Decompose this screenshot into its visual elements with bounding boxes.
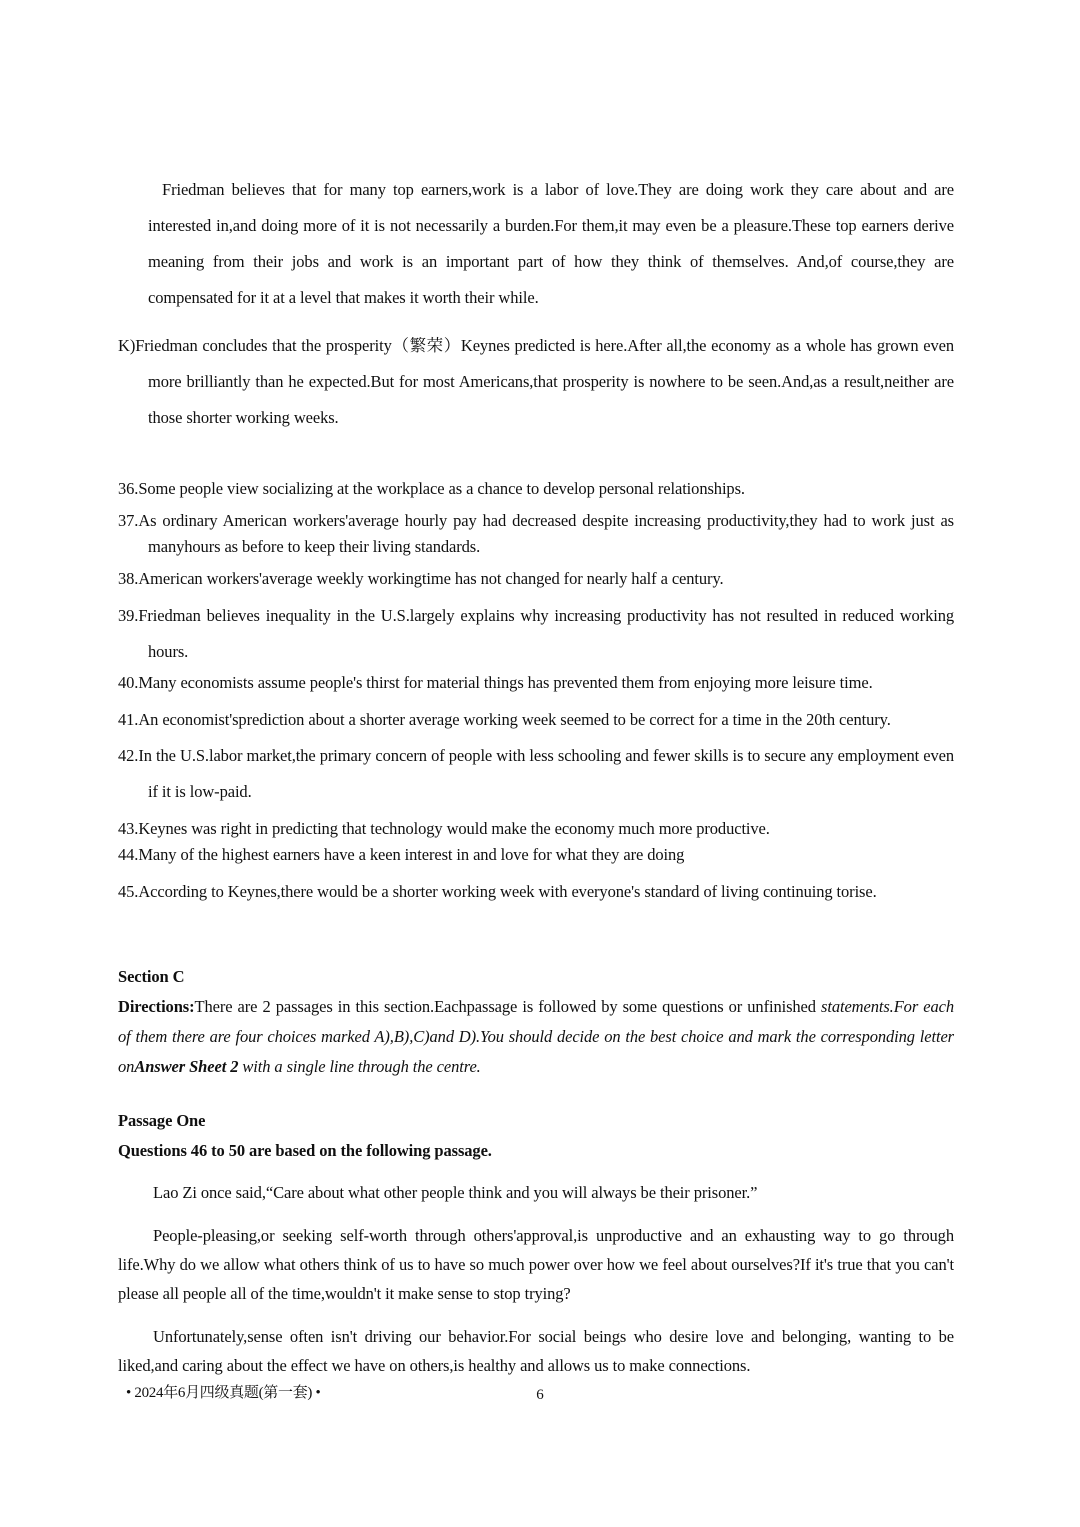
spacer <box>118 1166 954 1178</box>
list-item: 44.Many of the highest earners have a keen interest in and love for what they are doing <box>118 845 685 864</box>
list-item: 42.In the U.S.labor market,the primary concern of people with less schooling and fewer skills is to secure any employment even if it is low-paid. <box>118 746 954 801</box>
spacer <box>118 910 954 962</box>
footer-source-note: • 2024年6月四级真题(第一套) • <box>126 1385 321 1401</box>
passage-paragraph: Lao Zi once said,“Care about what other people think and you will always be their prisoner.” <box>153 1183 758 1202</box>
directions-label: Directions: <box>118 997 195 1016</box>
spacer <box>118 436 954 476</box>
spacer <box>118 1082 954 1106</box>
list-item: 41.An economist'sprediction about a shorter average working week seemed to be correct for a time in the 20th century. <box>118 710 891 729</box>
answer-sheet-reference: Answer Sheet 2 <box>134 1057 239 1076</box>
passage-continuation-paragraph: Friedman believes that for many top earners,work is a labor of love.They are doing work they care about and are interested in,and doing more of it is not necessarily a burden.For them,it may even be a pleasure.These top earners derive meaning from their jobs and work is an important part of how they think of themselves. And,of course,they are compensated for it at a level that makes it worth their while. <box>148 180 954 307</box>
directions-italic-text-2: with a single line through the centre. <box>238 1057 481 1076</box>
page-number: 6 <box>536 1387 544 1403</box>
spacer <box>118 316 954 328</box>
matching-statements-list <box>118 476 954 910</box>
section-c-heading: Section C <box>118 967 185 986</box>
section-c-directions <box>118 992 954 1082</box>
list-item: 40.Many economists assume people's thirst for material things has prevented them from enjoying more leisure time. <box>118 673 873 692</box>
list-item: 38.American workers'average weekly workingtime has not changed for nearly half a century. <box>118 569 724 588</box>
list-item: 36.Some people view socializing at the workplace as a chance to develop personal relationships. <box>118 479 745 498</box>
passage-one-questions-range: Questions 46 to 50 are based on the following passage. <box>118 1141 492 1160</box>
page-footer <box>0 1382 1080 1422</box>
list-item: 43.Keynes was right in predicting that technology would make the economy much more productive. <box>118 819 770 838</box>
passage-paragraph: Unfortunately,sense often isn't driving our behavior.For social beings who desire love and belonging, wanting to be liked,and caring about the effect we have on others,is healthy and allows us to make connections. <box>118 1327 954 1375</box>
list-item: 37.As ordinary American workers'average hourly pay had decreased despite increasing productivity,they had to work just as manyhours as before to keep their living standards. <box>118 511 954 556</box>
passage-one-heading: Passage One <box>118 1111 206 1130</box>
list-item: 45.According to Keynes,there would be a shorter working week with everyone's standard of living continuing torise. <box>118 882 877 901</box>
directions-italic-text-1: statements.For each of them there are four choices marked A),B),C)and D).You should decide on the best choice and mark the corresponding letter on <box>118 997 954 1076</box>
list-item: 39.Friedman believes inequality in the U.S.largely explains why increasing productivity has not resulted in reduced working hours. <box>118 606 954 661</box>
passage-paragraph: People-pleasing,or seeking self-worth through others'approval,is unproductive and an exhausting way to go through life.Why do we allow what others think of us to have so much power over how we feel about ourselves?If it's true that you can't please all people all of the time,wouldn't it make sense to stop trying? <box>118 1226 954 1303</box>
directions-plain-text: There are 2 passages in this section.Eachpassage is followed by some questions or unfinished <box>194 997 822 1016</box>
passage-paragraph-k: K)Friedman concludes that the prosperity（繁荣）Keynes predicted is here.After all,the economy as a whole has grown even more brilliantly than he expected.But for most Americans,that prosperity is nowhere to be seen.And,as a result,neither are those shorter working weeks. <box>118 336 954 427</box>
page-content <box>118 172 954 1394</box>
